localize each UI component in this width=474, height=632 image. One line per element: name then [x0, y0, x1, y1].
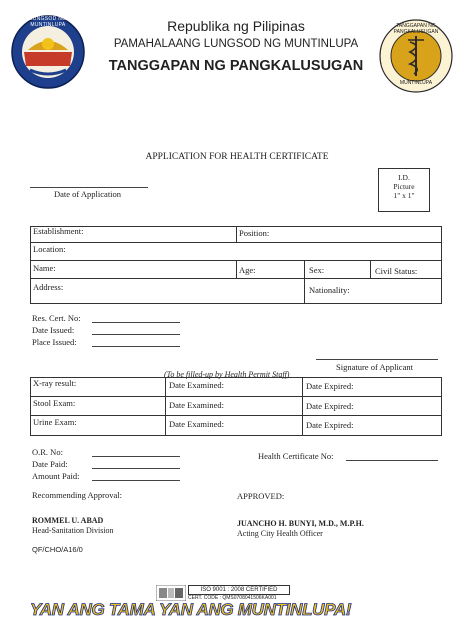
age-field[interactable]: Age: — [239, 265, 256, 275]
name-field[interactable]: Name: — [33, 263, 56, 273]
left-signatory-title: Head-Sanitation Division — [32, 526, 114, 535]
date-paid-label: Date Paid: — [32, 459, 68, 469]
stool-exam-field[interactable]: Stool Exam: — [33, 398, 76, 408]
right-seal-bottom-text: MUNTINLUPA — [399, 80, 433, 86]
xray-date-examined[interactable]: Date Examined: — [169, 380, 224, 390]
xray-result-field[interactable]: X-ray result: — [33, 378, 77, 388]
exam-results-table — [30, 377, 442, 436]
header-republic: Republika ng Pilipinas — [167, 18, 305, 34]
nationality-field[interactable]: Nationality: — [309, 285, 350, 295]
applicant-signature-line[interactable] — [316, 359, 438, 360]
date-of-application-label: Date of Application — [54, 189, 122, 199]
header-city-government: PAMAHALAANG LUNGSOD NG MUNTINLUPA — [113, 38, 359, 50]
amount-paid-input[interactable] — [92, 480, 180, 481]
form-code: QF/CHO/A16/0 — [32, 545, 83, 554]
left-signatory-name: ROMMEL U. ABAD — [32, 516, 104, 525]
id-picture-line-3: 1" x 1" — [393, 191, 415, 200]
stool-date-expired[interactable]: Date Expired: — [306, 401, 354, 411]
location-field[interactable]: Location: — [33, 244, 66, 254]
right-signatory-title: Acting City Health Officer — [237, 529, 323, 538]
iso-certification: ISO 9001 : 2008 CERTIFIED — [188, 585, 290, 595]
xray-date-expired[interactable]: Date Expired: — [306, 381, 354, 391]
res-cert-label: Res. Cert. No: — [32, 313, 81, 323]
header-office: TANGGAPAN NG PANGKALUSUGAN — [108, 58, 364, 74]
place-issued-label: Place Issued: — [32, 337, 77, 347]
address-field[interactable]: Address: — [33, 282, 64, 292]
stool-date-examined[interactable]: Date Examined: — [169, 400, 224, 410]
sex-field[interactable]: Sex: — [309, 265, 325, 275]
id-picture-line-2: Picture — [393, 182, 415, 191]
sgs-logo-icon — [156, 585, 186, 601]
id-picture-box — [378, 168, 430, 212]
permit-staff-note: (To be filled-up by Health Permit Staff) — [164, 370, 290, 379]
urine-exam-field[interactable]: Urine Exam: — [33, 417, 77, 427]
cert-code: CERT. CODE : QMS0708041506KA001 — [188, 595, 277, 601]
urine-date-expired[interactable]: Date Expired: — [306, 420, 354, 430]
left-seal-text: LUNGSOD NG MUNTINLUPA — [29, 16, 67, 28]
signature-of-applicant-label: Signature of Applicant — [336, 362, 413, 372]
res-cert-input[interactable] — [92, 322, 180, 323]
recommending-approval-label: Recommending Approval: — [32, 490, 122, 500]
date-paid-input[interactable] — [92, 468, 180, 469]
establishment-field[interactable]: Establishment: — [33, 226, 84, 236]
amount-paid-label: Amount Paid: — [32, 471, 80, 481]
date-issued-input[interactable] — [92, 334, 180, 335]
position-field[interactable]: Position: — [239, 228, 270, 238]
city-slogan: YAN ANG TAMA YAN ANG MUNTINLUPA! — [30, 600, 352, 619]
right-signatory-name: JUANCHO H. BUNYI, M.D., M.P.H. — [237, 519, 364, 528]
urine-date-examined[interactable]: Date Examined: — [169, 419, 224, 429]
health-certificate-no-label: Health Certificate No: — [258, 451, 334, 461]
date-of-application-line[interactable] — [30, 187, 148, 188]
place-issued-input[interactable] — [92, 346, 180, 347]
or-no-input[interactable] — [92, 456, 180, 457]
or-no-label: O.R. No: — [32, 447, 63, 457]
right-seal-text: TANGGAPAN NG PANGKALUSUGAN — [393, 23, 439, 35]
form-title: APPLICATION FOR HEALTH CERTIFICATE — [145, 152, 329, 162]
date-issued-label: Date Issued: — [32, 325, 75, 335]
id-picture-line-1: I.D. — [398, 173, 410, 182]
approved-label: APPROVED: — [237, 491, 285, 501]
health-certificate-no-input[interactable] — [346, 460, 438, 461]
civil-status-field[interactable]: Civil Status: — [375, 266, 418, 276]
